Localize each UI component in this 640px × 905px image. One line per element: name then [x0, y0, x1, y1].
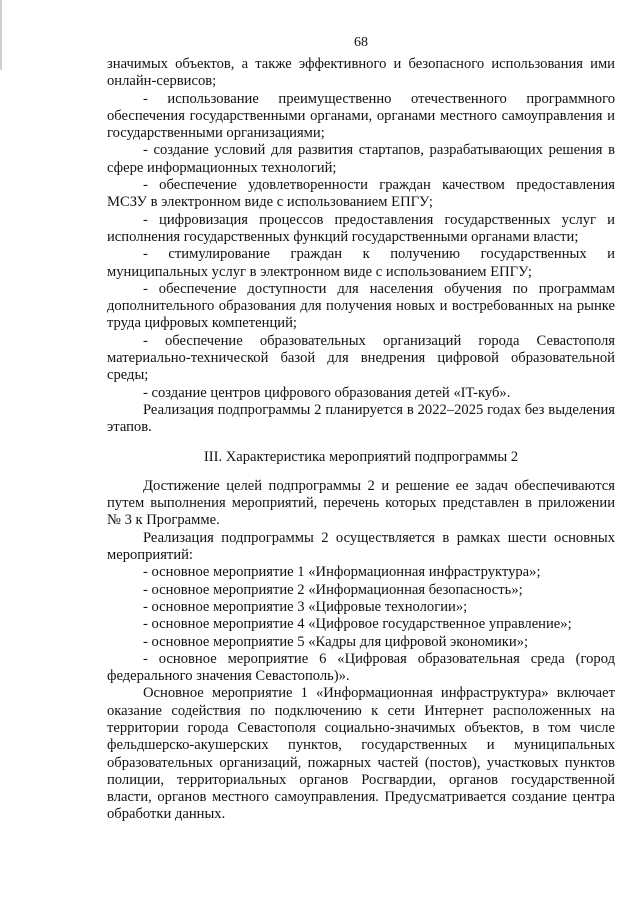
- list-item-it-cube: - создание центров цифрового образования детей «IT-куб».: [143, 384, 511, 401]
- list-item-software: - использование преимущественно отечественного программного обеспечения государственными органами, органами местного самоуправления и государственными организациями;: [107, 90, 615, 142]
- list-item-education-access: - обеспечение доступности для населения обучения по программам дополнительного образования для получения новых и востребованных на рынке труда цифровых компетенций;: [107, 280, 615, 332]
- activity-item-4: - основное мероприятие 4 «Цифровое государственное управление»;: [143, 616, 572, 633]
- activity-item-5: - основное мероприятие 5 «Кадры для цифровой экономики»;: [143, 633, 529, 650]
- list-item-school-equipment: - обеспечение образовательных организаций города Севастополя материально-технической базой для внедрения цифровой образовательной среды;: [107, 332, 615, 384]
- list-item-digitalization: - цифровизация процессов предоставления государственных услуг и исполнения государственных функций государственными органами власти;: [107, 211, 615, 245]
- page-number: 68: [354, 35, 368, 50]
- scan-edge-mark: [0, 0, 2, 70]
- paragraph-goals: Достижение целей подпрограммы 2 и решение ее задач обеспечиваются путем выполнения мероприятий, перечень которых представлен в приложении № 3 к Программе.: [107, 477, 615, 529]
- list-item-mszu: - обеспечение удовлетворенности граждан качеством предоставления МСЗУ в электронном виде с использованием ЕПГУ;: [107, 177, 615, 211]
- paragraph-continuation: значимых объектов, а также эффективного и безопасного использования ими онлайн-сервисов;: [107, 56, 615, 90]
- activity-item-1: - основное мероприятие 1 «Информационная инфраструктура»;: [143, 564, 541, 581]
- document-page: [107, 35, 615, 824]
- list-item-startups: - создание условий для развития стартапов, разрабатывающих решения в сфере информационных технологий;: [107, 142, 615, 176]
- activity-item-6: - основное мероприятие 6 «Цифровая образовательная среда (город федерального значения Севастополь)».: [107, 650, 615, 685]
- section-heading: III. Характеристика мероприятий подпрограммы 2: [203, 448, 519, 465]
- paragraph-implementation-period: Реализация подпрограммы 2 планируется в 2022–2025 годах без выделения этапов.: [107, 401, 615, 436]
- paragraph-activity-1-description: Основное мероприятие 1 «Информационная инфраструктура» включает оказание содействия по подключению к сети Интернет расположенных на территории города Севастополя социально-значимых объектов, в том числе фельдшерско-акушерских пунктов, государственных и муниципальных образовательных организаций, пожарных частей (постов), участковых пунктов полиции, территориальных органов Росгвардии, органов государственной власти, органов местного самоуправления. Предусматривается создание центра обработки данных.: [107, 685, 615, 823]
- activity-item-2: - основное мероприятие 2 «Информационная безопасность»;: [143, 581, 523, 598]
- list-item-stimulation: - стимулирование граждан к получению государственных и муниципальных услуг в электронном виде с использованием ЕПГУ;: [107, 246, 615, 280]
- paragraph-main-activities-intro: Реализация подпрограммы 2 осуществляется в рамках шести основных мероприятий:: [107, 529, 615, 564]
- activity-item-3: - основное мероприятие 3 «Цифровые технологии»;: [143, 598, 468, 615]
